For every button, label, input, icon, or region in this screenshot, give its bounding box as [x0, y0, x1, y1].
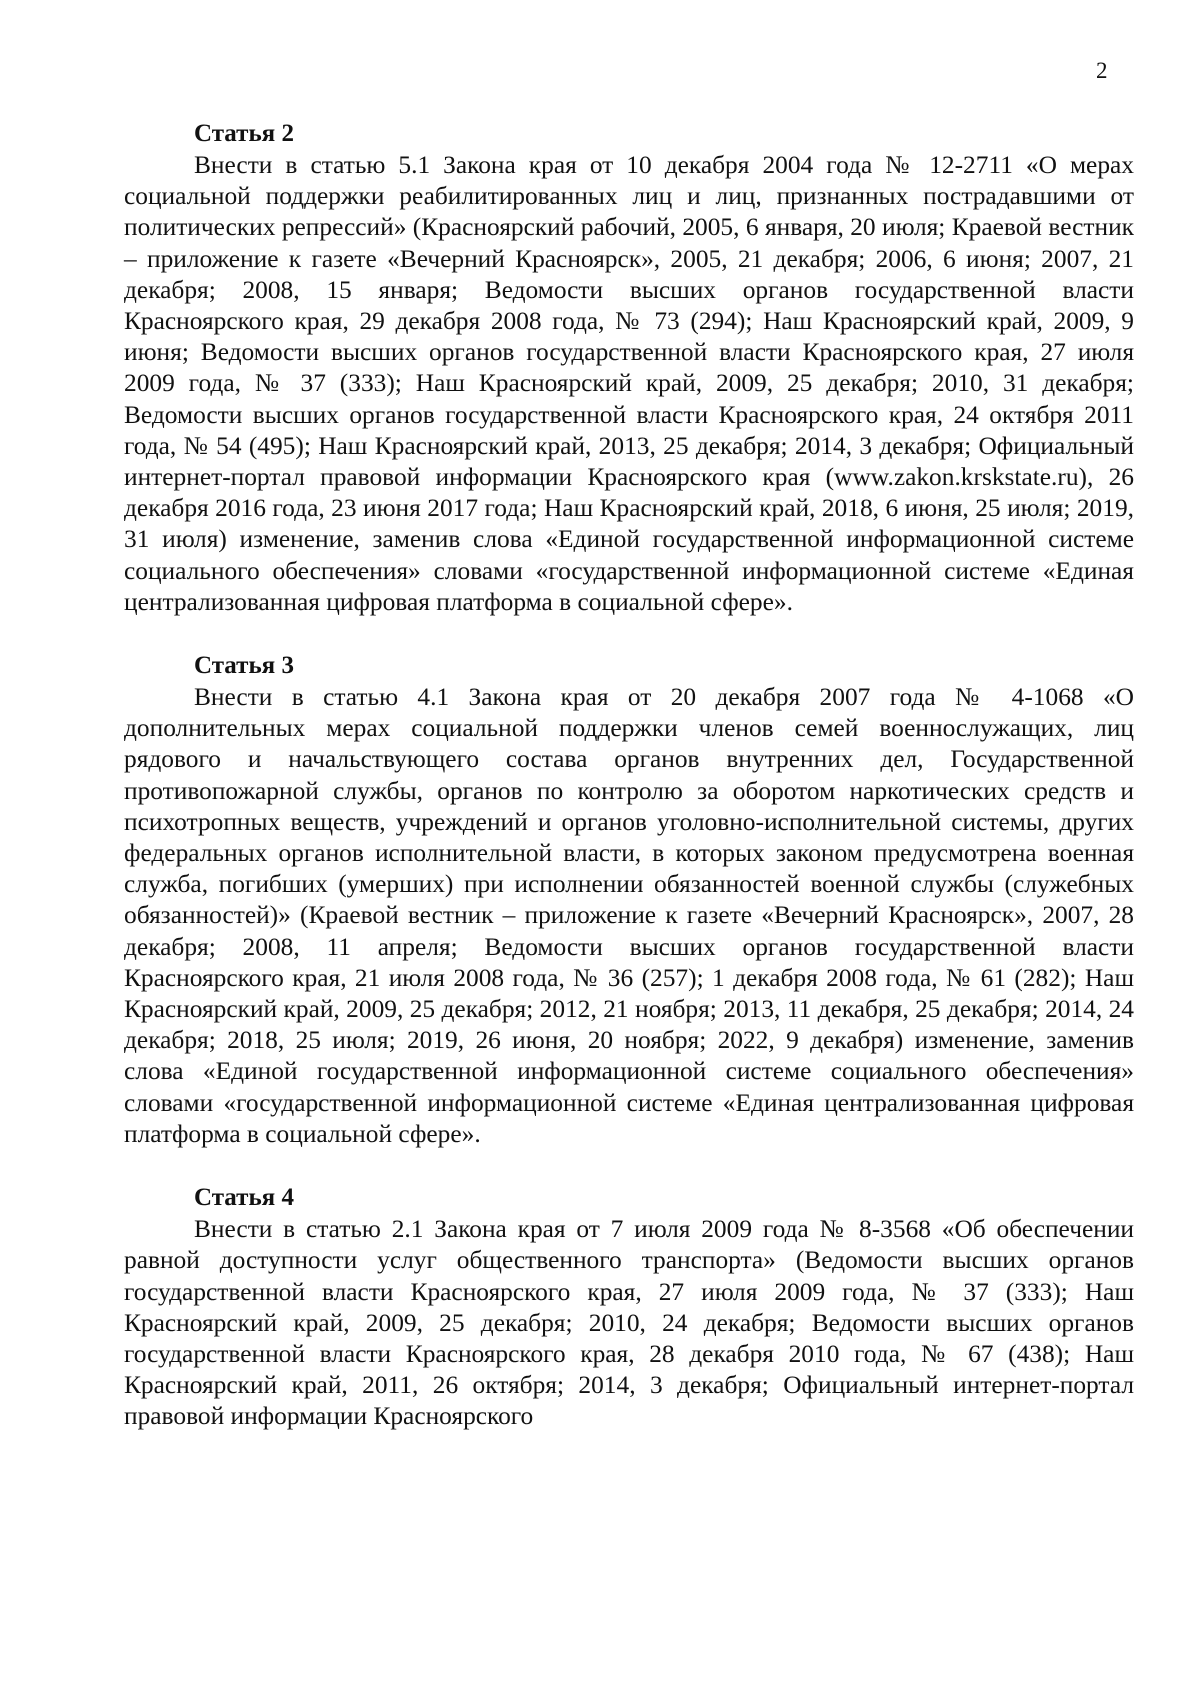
article-title: Статья 2	[194, 120, 294, 147]
article-text: Внести в статью 4.1 Закона края от 20 декабря 2007 года № 4-1068 «О дополнительных мерах социальной поддержки членов семей военнослужащих, лиц рядового и начальствующего состава органов внутренних дел, Государственной противопожарной службы, органов по контролю за оборотом наркотических средств и психотропных веществ, учреждений и органов уголовно-исполнительной системы, других федеральных органов исполнительной власти, в которых законом предусмотрена военная служба, погибших (умерших) при исполнении обязанностей военной службы (служебных обязанностей)» (Краевой вестник – приложение к газете «Вечерний Красноярск», 2007, 28 декабря; 2008, 11 апреля; Ведомости высших органов государственной власти Красноярского края, 21 июля 2008 года, № 36 (257); 1 декабря 2008 года, № 61 (282); Наш Красноярский край, 2009, 25 декабря; 2012, 21 ноября; 2013, 11 декабря, 25 декабря; 2014, 24 декабря; 2018, 25 июля; 2019, 26 июня, 20 ноября; 2022, 9 декабря) изменение, заменив слова «Единой государственной информационной системе социального обеспечения» словами «государственной информационной системе «Единая централизованная цифровая платформа в социальной сфере».	[124, 683, 1134, 1148]
article-title: Статья 3	[194, 652, 294, 680]
article-4	[124, 1182, 1134, 1432]
article-text: Внести в статью 5.1 Закона края от 10 декабря 2004 года № 12-2711 «О мерах социальной поддержки реабилитированных лиц и лиц, признанных пострадавшими от политических репрессий» (Красноярский рабочий, 2005, 6 января, 20 июля; Краевой вестник – приложение к газете «Вечерний Красноярск», 2005, 21 декабря; 2006, 6 июня; 2007, 21 декабря; 2008, 15 января; Ведомости высших органов государственной власти Красноярского края, 29 декабря 2008 года, № 73 (294); Наш Красноярский край, 2009, 9 июня; Ведомости высших органов государственной власти Красноярского края, 27 июля 2009 года, № 37 (333); Наш Красноярский край, 2009, 25 декабря; 2010, 31 декабря; Ведомости высших органов государственной власти Красноярского края, 24 октября 2011 года, № 54 (495); Наш Красноярский край, 2013, 25 декабря; 2014, 3 декабря; Официальный интернет-портал правовой информации Красноярского края (www.zakon.krskstate.ru), 26 декабря 2016 года, 23 июня 2017 года; Наш Красноярский край, 2018, 6 июня, 25 июля; 2019, 31 июля) изменение, заменив слова «Единой государственной информационной системе социального обеспечения» словами «государственной информационной системе «Единая централизованная цифровая платформа в социальной сфере».	[124, 151, 1134, 616]
article-2	[124, 118, 1134, 618]
article-3	[124, 650, 1134, 1150]
document-body	[124, 118, 1134, 1433]
article-text: Внести в статью 2.1 Закона края от 7 июля 2009 года № 8-3568 «Об обеспечении равной доступности услуг общественного транспорта» (Ведомости высших органов государственной власти Красноярского края, 27 июля 2009 года, № 37 (333); Наш Красноярский край, 2009, 25 декабря; 2010, 24 декабря; Ведомости высших органов государственной власти Красноярского края, 28 декабря 2010 года, № 67 (438); Наш Красноярский край, 2011, 26 октября; 2014, 3 декабря; Официальный интернет-портал правовой информации Красноярского	[124, 1215, 1134, 1431]
page-number: 2	[1096, 58, 1108, 83]
article-title: Статья 4	[194, 1184, 294, 1212]
